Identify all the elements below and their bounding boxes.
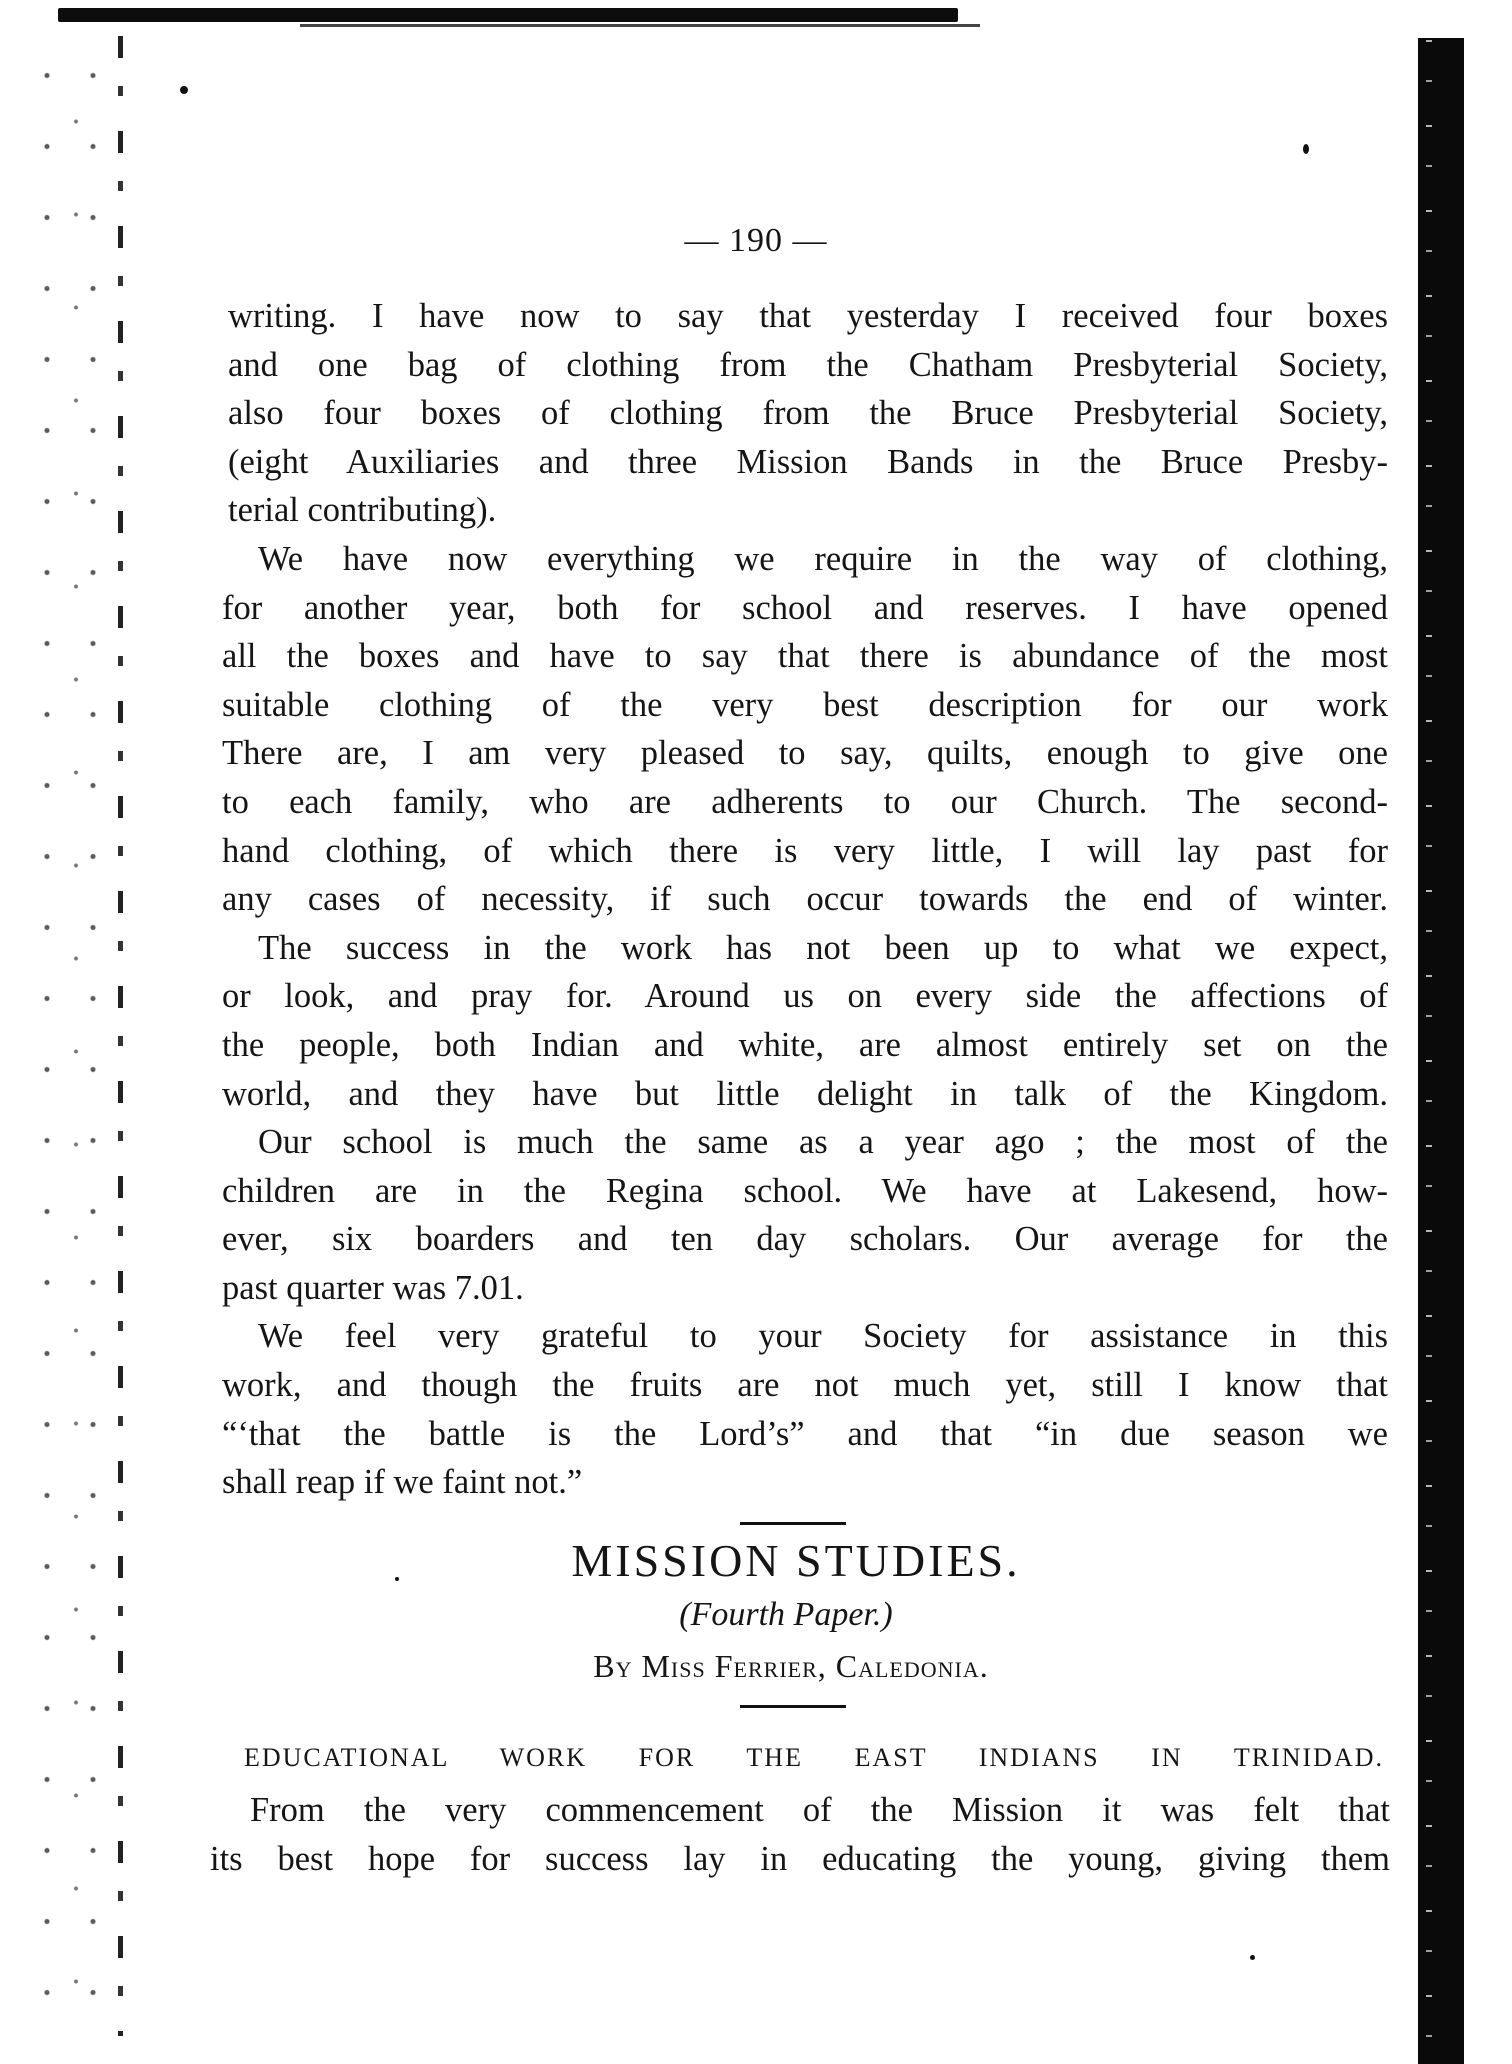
section-heading: EDUCATIONAL WORK FOR THE EAST INDIANS IN TRINIDAD. — [244, 1743, 1384, 1772]
text-line: writing. I have now to say that yesterday I received four boxes — [228, 297, 1388, 335]
text-line: or look, and pray for. Around us on every side the affections of — [222, 977, 1388, 1016]
text-line: “‘that the battle is the Lord’s” and that “in due season we — [222, 1414, 1388, 1453]
text-line: Our school is much the same as a year ago ; the most of the — [258, 1123, 1388, 1162]
scan-right-bar-edge — [1426, 40, 1432, 2060]
paragraph — [228, 292, 1388, 535]
text-line: also four boxes of clothing from the Bruce Presbyterial Society, — [228, 394, 1388, 433]
paragraph — [222, 1118, 1388, 1312]
speck — [1250, 1955, 1255, 1960]
text-line: terial contributing). — [228, 491, 497, 530]
scan-top-edge — [58, 8, 958, 22]
section-rule-top — [740, 1522, 846, 1525]
scan-left-edge — [118, 36, 123, 2036]
text-line: work, and though the fruits are not much yet, still I know that — [222, 1366, 1388, 1405]
page-number: — 190 — — [684, 222, 828, 259]
text-line: The success in the work has not been up to what we expect, — [258, 928, 1388, 967]
text-line: ever, six boarders and ten day scholars. Our average for the — [222, 1220, 1388, 1259]
paragraph — [222, 535, 1388, 924]
text-line: hand clothing, of which there is very little, I will lay past for — [222, 831, 1388, 870]
section-title: MISSION STUDIES. — [571, 1535, 1021, 1586]
text-line: to each family, who are adherents to our Church. The second- — [222, 782, 1388, 821]
section-subtitle: (Fourth Paper.) — [679, 1596, 893, 1633]
scan-right-bar — [1418, 38, 1464, 2064]
paragraph — [222, 924, 1388, 1118]
scan-top-edge-thin — [300, 24, 980, 27]
section-byline: By Miss Ferrier, Caledonia. — [593, 1648, 989, 1684]
text-line: all the boxes and have to say that there is abundance of the most — [222, 637, 1388, 676]
paragraph — [222, 1312, 1388, 1506]
section-rule-bottom — [740, 1705, 846, 1708]
text-line: From the very commencement of the Mission it was felt that — [250, 1791, 1390, 1829]
text-line: (eight Auxiliaries and three Mission Bands in the Bruce Presby- — [228, 442, 1388, 481]
letter-body — [222, 292, 1388, 1507]
text-line: any cases of necessity, if such occur towards the end of winter. — [222, 880, 1388, 919]
text-line: world, and they have but little delight in talk of the Kingdom. — [222, 1074, 1388, 1113]
text-line: There are, I am very pleased to say, quilts, enough to give one — [222, 734, 1388, 773]
text-line: shall reap if we faint not.” — [222, 1463, 583, 1502]
text-line: past quarter was 7.01. — [222, 1268, 524, 1307]
text-line: suitable clothing of the very best description for our work — [222, 685, 1388, 724]
speck — [1303, 144, 1309, 154]
scan-left-specks — [24, 40, 114, 2040]
text-line: and one bag of clothing from the Chatham Presbyterial Society, — [228, 345, 1388, 384]
text-line: for another year, both for school and reserves. I have opened — [222, 588, 1388, 627]
text-line: children are in the Regina school. We have at Lakesend, how- — [222, 1171, 1388, 1210]
text-line: We have now everything we require in the way of clothing, — [258, 539, 1388, 578]
text-line: its best hope for success lay in educating the young, giving them — [210, 1839, 1390, 1878]
speck — [180, 86, 188, 94]
section-body — [210, 1786, 1390, 1883]
text-line: the people, both Indian and white, are almost entirely set on the — [222, 1025, 1388, 1064]
text-line: We feel very grateful to your Society for assistance in this — [258, 1317, 1388, 1356]
